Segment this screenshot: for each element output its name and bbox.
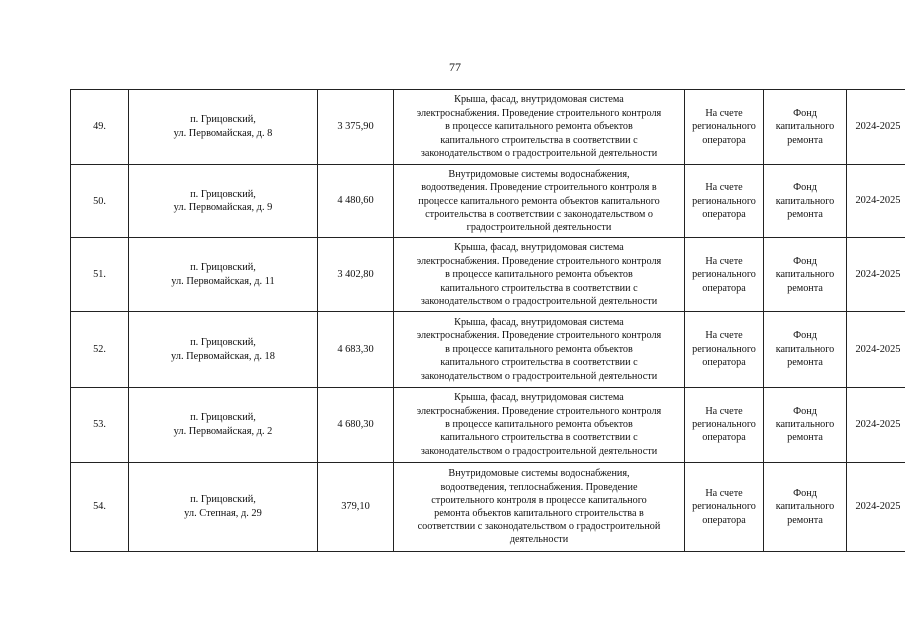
work-description-line: Крыша, фасад, внутридомовая система: [454, 94, 624, 106]
work-description-line: капитального строительства в соответствии с: [440, 282, 638, 294]
cost-cell: 3 375,90: [318, 90, 394, 165]
funding-source-line: капитального: [775, 418, 835, 430]
funding-source-line: капитального: [775, 501, 835, 513]
address-street: ул. Первомайская, д. 2: [173, 425, 273, 437]
work-description-line: соответствии с законодательством о градостроительной: [417, 521, 661, 533]
account-holder-cell: [685, 387, 764, 462]
row-number: 51.: [71, 238, 129, 312]
work-description-line: законодательством о градостроительной деятельности: [420, 296, 658, 308]
row-number: 50.: [71, 165, 129, 238]
address-settlement: п. Грицовский,: [190, 336, 256, 348]
account-holder-line: оператора: [702, 432, 746, 444]
address-settlement: п. Грицовский,: [190, 411, 256, 423]
funding-source-line: Фонд: [793, 487, 817, 499]
work-description-line: законодательством о градостроительной деятельности: [420, 370, 658, 382]
cost-cell: 379,10: [318, 462, 394, 551]
account-holder-line: регионального: [692, 195, 756, 207]
work-description-line: Крыша, фасад, внутридомовая система: [454, 242, 624, 254]
address-street: ул. Первомайская, д. 8: [173, 128, 273, 140]
funding-source-line: Фонд: [793, 330, 817, 342]
account-holder-line: На счете: [705, 182, 743, 194]
period-cell: 2024-2025: [847, 312, 905, 387]
funding-source-line: ремонта: [787, 514, 823, 526]
funding-source-line: Фонд: [793, 182, 817, 194]
funding-source-line: Фонд: [793, 405, 817, 417]
period-cell: 2024-2025: [847, 387, 905, 462]
funding-source-line: ремонта: [787, 134, 823, 146]
funding-source-line: капитального: [775, 195, 835, 207]
cost-cell: 4 683,30: [318, 312, 394, 387]
work-description-line: капитального строительства в соответствии с: [440, 357, 638, 369]
funding-source-line: Фонд: [793, 255, 817, 267]
account-holder-line: На счете: [705, 255, 743, 267]
work-description-line: электроснабжения. Проведение строительного контроля: [416, 107, 662, 119]
table-row: [71, 462, 905, 551]
account-holder-line: оператора: [702, 282, 746, 294]
table-row: [71, 312, 905, 387]
work-description-cell: [394, 462, 685, 551]
work-description-cell: [394, 312, 685, 387]
work-description-line: водоотведения. Проведение строительного контроля в: [421, 182, 657, 194]
work-description-line: электроснабжения. Проведение строительного контроля: [416, 405, 662, 417]
work-description-line: в процессе капитального ремонта объектов: [445, 269, 633, 281]
row-number: 53.: [71, 387, 129, 462]
work-description-line: строительства в соответствии с законодательством о: [425, 208, 653, 220]
table-row: [71, 387, 905, 462]
work-description-line: деятельности: [509, 534, 569, 546]
account-holder-line: На счете: [705, 330, 743, 342]
account-holder-line: регионального: [692, 121, 756, 133]
funding-source-line: ремонта: [787, 208, 823, 220]
funding-source-cell: [764, 462, 847, 551]
funding-source-line: капитального: [775, 343, 835, 355]
funding-source-line: капитального: [775, 121, 835, 133]
work-description-cell: [394, 165, 685, 238]
work-description-line: в процессе капитального ремонта объектов: [445, 418, 633, 430]
work-description-line: капитального строительства в соответствии с: [440, 432, 638, 444]
funding-source-line: ремонта: [787, 282, 823, 294]
work-description-line: капитального строительства в соответствии с: [440, 134, 638, 146]
work-description-cell: [394, 90, 685, 165]
account-holder-cell: [685, 462, 764, 551]
work-description-line: законодательством о градостроительной деятельности: [420, 445, 658, 457]
work-description-line: процессе капитального ремонта объектов капитального: [418, 195, 660, 207]
address-street: ул. Первомайская, д. 11: [171, 275, 275, 287]
work-description-line: строительного контроля в процессе капитального: [431, 494, 647, 506]
work-description-line: электроснабжения. Проведение строительного контроля: [416, 330, 662, 342]
work-description-line: ремонта объектов капитального строительства в: [434, 507, 644, 519]
period-cell: 2024-2025: [847, 90, 905, 165]
table-body: [71, 90, 905, 552]
account-holder-cell: [685, 90, 764, 165]
cost-cell: 3 402,80: [318, 238, 394, 312]
row-number: 52.: [71, 312, 129, 387]
table-row: [71, 90, 905, 165]
work-description-line: градостроительной деятельности: [466, 222, 612, 234]
address-settlement: п. Грицовский,: [190, 262, 256, 274]
capital-repair-table: [70, 89, 905, 552]
funding-source-line: ремонта: [787, 357, 823, 369]
funding-source-line: Фонд: [793, 107, 817, 119]
address-street: ул. Первомайская, д. 18: [171, 350, 275, 362]
work-description-line: законодательством о градостроительной деятельности: [420, 148, 658, 160]
address-settlement: п. Грицовский,: [190, 188, 256, 200]
account-holder-cell: [685, 165, 764, 238]
account-holder-cell: [685, 238, 764, 312]
work-description-line: в процессе капитального ремонта объектов: [445, 343, 633, 355]
address-street: ул. Степная, д. 29: [184, 507, 262, 519]
address-settlement: п. Грицовский,: [190, 494, 256, 506]
funding-source-cell: [764, 387, 847, 462]
account-holder-line: регионального: [692, 501, 756, 513]
work-description-line: в процессе капитального ремонта объектов: [445, 121, 633, 133]
period-cell: 2024-2025: [847, 462, 905, 551]
period-cell: 2024-2025: [847, 238, 905, 312]
funding-source-cell: [764, 312, 847, 387]
account-holder-line: оператора: [702, 134, 746, 146]
funding-source-line: ремонта: [787, 432, 823, 444]
row-number: 49.: [71, 90, 129, 165]
address-settlement: п. Грицовский,: [190, 114, 256, 126]
account-holder-line: На счете: [705, 405, 743, 417]
work-description-line: Внутридомовые системы водоснабжения,: [448, 468, 630, 480]
work-description-cell: [394, 387, 685, 462]
account-holder-line: регионального: [692, 343, 756, 355]
work-description-line: водоотведения, теплоснабжения. Проведение: [440, 481, 638, 493]
account-holder-line: регионального: [692, 269, 756, 281]
page-number: 77: [449, 60, 461, 74]
address-street: ул. Первомайская, д. 9: [173, 202, 273, 214]
account-holder-line: оператора: [702, 208, 746, 220]
address-cell: [129, 238, 318, 312]
funding-source-cell: [764, 90, 847, 165]
address-cell: [129, 312, 318, 387]
account-holder-cell: [685, 312, 764, 387]
period-cell: 2024-2025: [847, 165, 905, 238]
work-description-line: Внутридомовые системы водоснабжения,: [448, 168, 630, 180]
account-holder-line: На счете: [705, 487, 743, 499]
account-holder-line: оператора: [702, 357, 746, 369]
work-description-cell: [394, 238, 685, 312]
address-cell: [129, 462, 318, 551]
row-number: 54.: [71, 462, 129, 551]
funding-source-cell: [764, 165, 847, 238]
account-holder-line: регионального: [692, 418, 756, 430]
work-description-line: электроснабжения. Проведение строительного контроля: [416, 255, 662, 267]
address-cell: [129, 387, 318, 462]
account-holder-line: На счете: [705, 107, 743, 119]
account-holder-line: оператора: [702, 514, 746, 526]
cost-cell: 4 480,60: [318, 165, 394, 238]
table-row: [71, 238, 905, 312]
work-description-line: Крыша, фасад, внутридомовая система: [454, 316, 624, 328]
address-cell: [129, 165, 318, 238]
address-cell: [129, 90, 318, 165]
table-row: [71, 165, 905, 238]
funding-source-line: капитального: [775, 269, 835, 281]
work-description-line: Крыша, фасад, внутридомовая система: [454, 392, 624, 404]
cost-cell: 4 680,30: [318, 387, 394, 462]
funding-source-cell: [764, 238, 847, 312]
